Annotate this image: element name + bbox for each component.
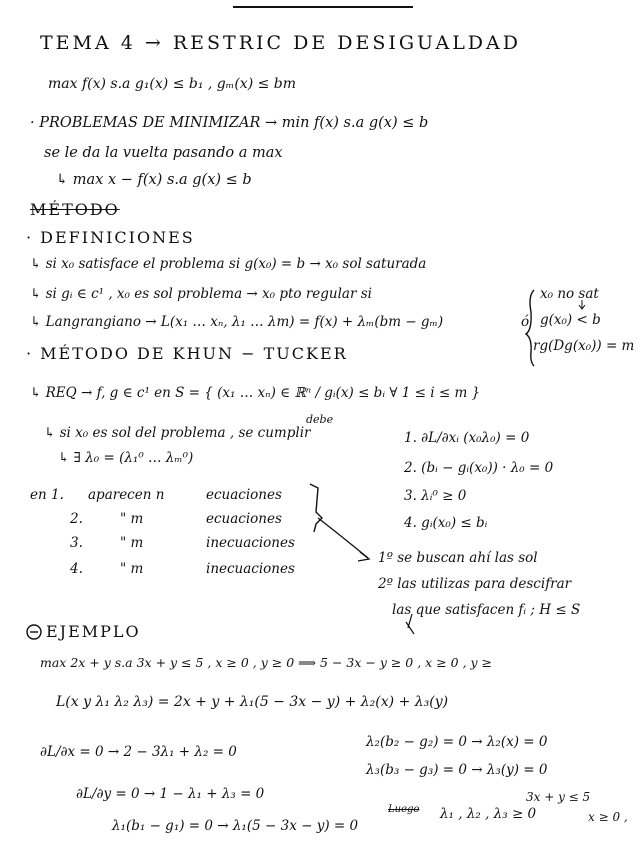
ampersand-mark xyxy=(406,614,414,634)
struck-word-luego: Luego xyxy=(388,804,420,815)
appear-number: 3. xyxy=(70,535,83,551)
appear-number: 2. xyxy=(70,511,83,527)
example-derivative: ∂L/∂y = 0 → 1 − λ₁ + λ₃ = 0 xyxy=(76,786,265,802)
appear-qty: aparecen n xyxy=(88,487,165,503)
definition-item: ↳ Langrangiano → L(x₁ … xₙ, λ₁ … λm) = f(x) + λₘ(bm − gₘ) xyxy=(30,314,444,330)
minimize-formula: ↳ max x − f(x) s.a g(x) ≤ b xyxy=(56,172,252,188)
minimize-heading: · PROBLEMAS DE MINIMIZAR → min f(x) s.a g(x) ≤ b xyxy=(30,115,429,131)
khun-exists-lambda: ↳ ∃ λ₀ = (λ₁⁰ … λₘ⁰) xyxy=(58,450,194,466)
debe-insertion: debe xyxy=(306,413,334,426)
example-complementary: λ₂(b₂ − g₂) = 0 → λ₂(x) = 0 xyxy=(366,734,548,750)
arrow-head xyxy=(358,552,369,561)
brace-equation-count xyxy=(310,484,322,532)
kt-condition: 3. λᵢ⁰ ≥ 0 xyxy=(404,488,467,504)
example-nonnegativity: λ₁ , λ₂ , λ₃ ≥ 0 xyxy=(440,806,537,822)
khun-requirement: ↳ REQ → f, g ∈ c¹ en S = { (x₁ … xₙ) ∈ ℝⁿ / gᵢ(x) ≤ bᵢ ∀ 1 ≤ i ≤ m } xyxy=(30,385,481,401)
kt-condition: 1. ∂L/∂xᵢ (x₀λ₀) = 0 xyxy=(404,430,530,446)
appear-kind: inecuaciones xyxy=(206,561,295,577)
regular-condition: g(x₀) < b xyxy=(540,312,601,328)
appear-kind: ecuaciones xyxy=(206,487,282,503)
method-note: las que satisfacen fᵢ ; H ≤ S xyxy=(392,602,581,618)
minimize-note: se le da la vuelta pasando a max xyxy=(44,145,283,161)
example-complementary: λ₃(b₃ − g₃) = 0 → λ₃(y) = 0 xyxy=(366,762,548,778)
example-statement: max 2x + y s.a 3x + y ≤ 5 , x ≥ 0 , y ≥ 0 ⟹ 5 − 3x − y ≥ 0 , x ≥ 0 , y ≥ xyxy=(40,655,493,670)
problem-statement: max f(x) s.a g₁(x) ≤ b₁ , gₘ(x) ≤ bm xyxy=(48,76,297,92)
appear-qty: " m xyxy=(120,511,144,527)
definition-item: ↳ si gᵢ ∈ c¹ , x₀ es sol problema → x₀ pto regular si xyxy=(30,286,372,302)
regular-condition: rg(Dg(x₀)) = m xyxy=(533,338,635,354)
brace-regular-conditions xyxy=(526,290,534,366)
appear-number: en 1. xyxy=(30,487,64,503)
example-heading: EJEMPLO xyxy=(46,622,141,641)
down-arrow-icon xyxy=(579,300,585,309)
kt-condition: 4. gᵢ(x₀) ≤ bᵢ xyxy=(404,515,488,531)
appear-qty: " m xyxy=(120,561,144,577)
example-constraint: x ≥ 0 , xyxy=(588,810,628,824)
khun-solution-line: ↳ si x₀ es sol del problema , se cumplir xyxy=(44,425,311,441)
appear-number: 4. xyxy=(70,561,83,577)
appear-kind: inecuaciones xyxy=(206,535,295,551)
method-note: 1º se buscan ahí las sol xyxy=(378,550,538,566)
example-complementary: λ₁(b₁ − g₁) = 0 → λ₁(5 − 3x − y) = 0 xyxy=(112,818,359,834)
example-lagrangian: L(x y λ₁ λ₂ λ₃) = 2x + y + λ₁(5 − 3x − y) + λ₂(x) + λ₃(y) xyxy=(56,694,449,710)
definition-item: ↳ si x₀ satisface el problema si g(x₀) = b → x₀ sol saturada xyxy=(30,256,427,272)
appear-qty: " m xyxy=(120,535,144,551)
appear-kind: ecuaciones xyxy=(206,511,282,527)
page-title: TEMA 4 → RESTRIC DE DESIGUALDAD xyxy=(40,32,521,54)
khun-tucker-heading: · MÉTODO DE KHUN − TUCKER xyxy=(26,344,348,363)
definitions-heading: · DEFINICIONES xyxy=(26,228,195,247)
example-constraint: 3x + y ≤ 5 xyxy=(526,790,591,804)
method-note: 2º las utilizas para descifrar xyxy=(378,576,572,592)
regular-condition: x₀ no sat xyxy=(540,286,599,302)
struck-word-metodo: MÉTODO xyxy=(30,200,120,219)
example-derivative: ∂L/∂x = 0 → 2 − 3λ₁ + λ₂ = 0 xyxy=(40,744,237,760)
kt-condition: 2. (bᵢ − gᵢ(x₀)) · λ₀ = 0 xyxy=(404,460,554,476)
or-label: ó xyxy=(521,314,530,330)
